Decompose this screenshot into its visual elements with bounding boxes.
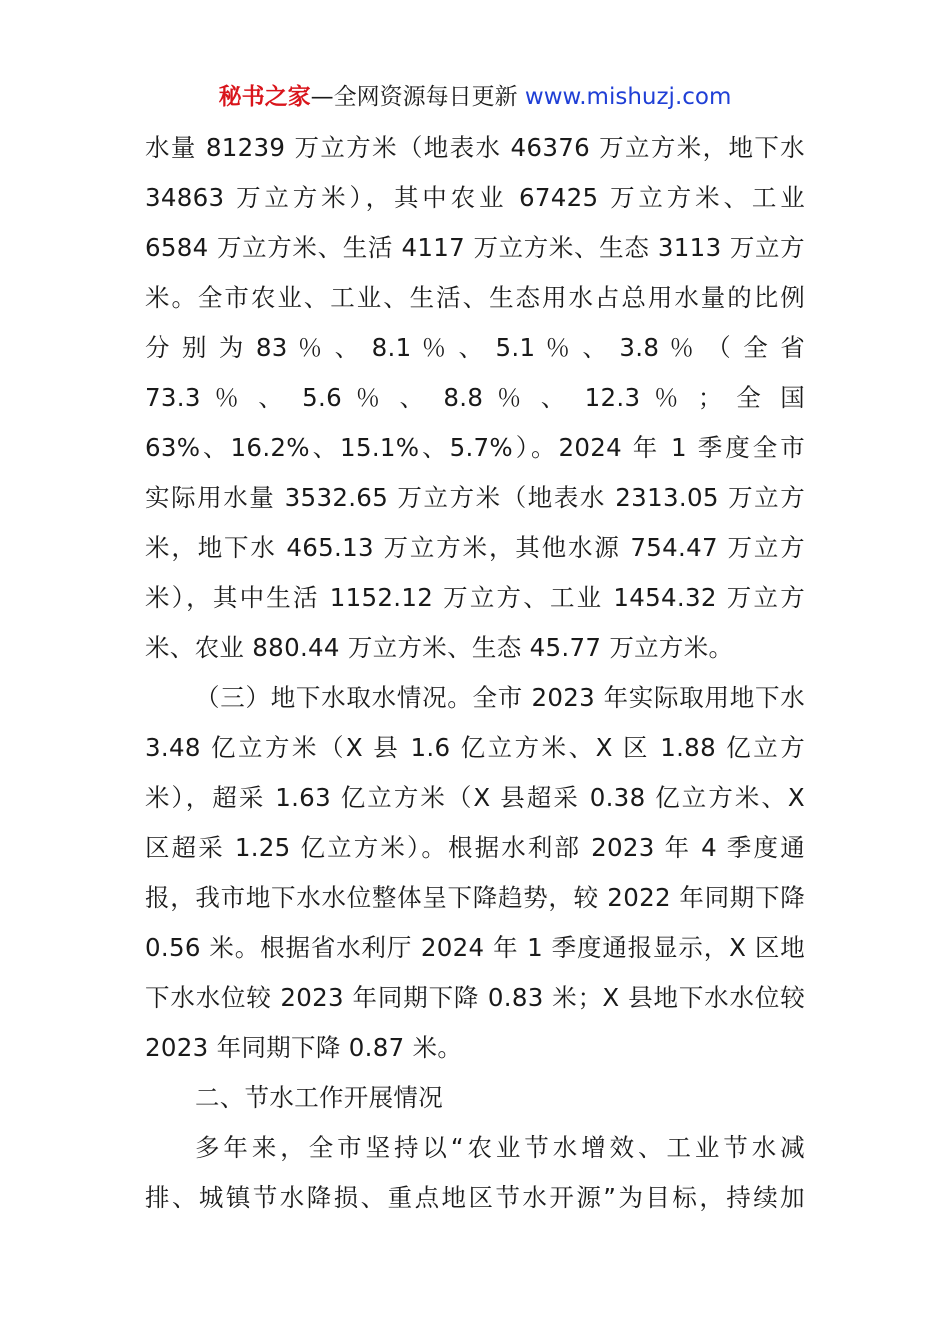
text-line: 多年来，全市坚持以“农业节水增效、工业节水减 bbox=[195, 1133, 805, 1162]
text-line: 实际用水量 3532.65 万立方米（地表水 2313.05 万立方 bbox=[145, 483, 805, 512]
paragraph-water-usage bbox=[145, 123, 805, 673]
section-heading-text: 二、节水工作开展情况 bbox=[195, 1083, 443, 1112]
text-line: 米），超采 1.63 亿立方米（X 县超采 0.38 亿立方米、X bbox=[145, 783, 805, 812]
text-line: 米），其中生活 1152.12 万立方、工业 1454.32 万立方 bbox=[145, 583, 805, 612]
text-line: 下水水位较 2023 年同期下降 0.83 米；X 县地下水水位较 bbox=[145, 983, 805, 1012]
text-line: 34863 万立方米），其中农业 67425 万立方米、工业 bbox=[145, 183, 805, 212]
text-line: 2023 年同期下降 0.87 米。 bbox=[145, 1033, 463, 1062]
text-line: 报，我市地下水水位整体呈下降趋势，较 2022 年同期下降 bbox=[145, 883, 805, 912]
document-body bbox=[145, 123, 805, 1223]
text-line: 米、农业 880.44 万立方米、生态 45.77 万立方米。 bbox=[145, 633, 734, 662]
text-line: 水量 81239 万立方米（地表水 46376 万立方米，地下水 bbox=[145, 133, 805, 162]
section-heading bbox=[145, 1073, 805, 1123]
text-line: 73.3 ％ 、 5.6 ％ 、 8.8 ％ 、 12.3 ％ ； 全 国 bbox=[145, 383, 805, 412]
site-header bbox=[0, 80, 950, 114]
text-line: 排、城镇节水降损、重点地区节水开源”为目标，持续加 bbox=[145, 1183, 805, 1212]
text-line: 分 别 为 83 ％ 、 8.1 ％ 、 5.1 ％ 、 3.8 ％ （ 全 省 bbox=[145, 333, 805, 362]
text-line: 3.48 亿立方米（X 县 1.6 亿立方米、X 区 1.88 亿立方 bbox=[145, 733, 805, 762]
paragraph-water-saving bbox=[145, 1123, 805, 1223]
text-line: 区超采 1.25 亿立方米）。根据水利部 2023 年 4 季度通 bbox=[145, 833, 805, 862]
paragraph-groundwater bbox=[145, 673, 805, 1073]
text-line: （三）地下水取水情况。全市 2023 年实际取用地下水 bbox=[195, 683, 805, 712]
text-line: 63%、16.2%、15.1%、5.7%）。2024 年 1 季度全市 bbox=[145, 433, 805, 462]
text-line: 米。全市农业、工业、生活、生态用水占总用水量的比例 bbox=[145, 283, 805, 312]
text-line: 6584 万立方米、生活 4117 万立方米、生态 3113 万立方 bbox=[145, 233, 805, 262]
text-line: 米，地下水 465.13 万立方米，其他水源 754.47 万立方 bbox=[145, 533, 805, 562]
site-url-link[interactable]: www.mishuzj.com bbox=[524, 84, 732, 110]
text-line: 0.56 米。根据省水利厅 2024 年 1 季度通报显示，X 区地 bbox=[145, 933, 805, 962]
site-brand: 秘书之家 bbox=[218, 84, 311, 110]
site-tagline: —全网资源每日更新 bbox=[310, 84, 525, 110]
